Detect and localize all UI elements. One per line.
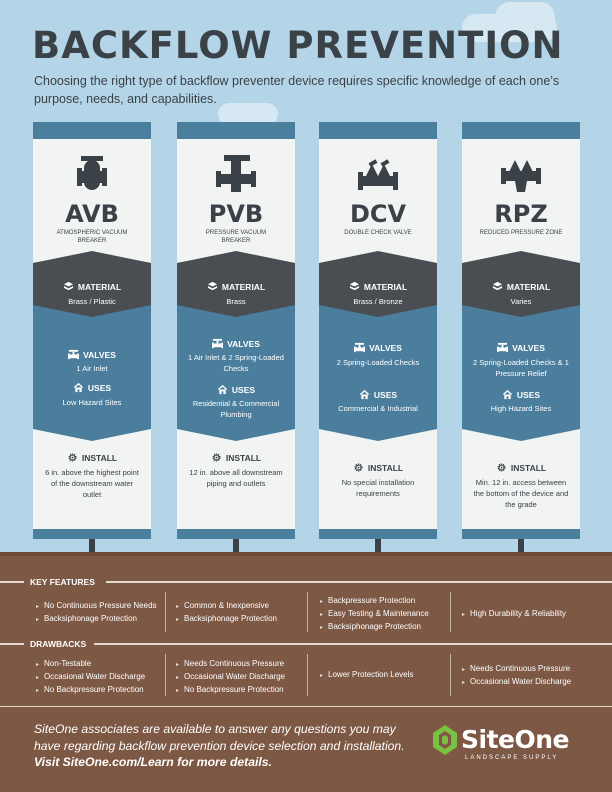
material-value: Brass / Bronze <box>353 297 403 306</box>
footer-message <box>34 721 422 771</box>
material-icon <box>207 281 218 292</box>
material-icon <box>63 281 74 292</box>
uses-heading <box>177 384 295 395</box>
gear-icon <box>211 452 222 463</box>
install-heading <box>462 462 580 473</box>
card-bottom-bar <box>319 529 437 539</box>
uses-label: USES <box>373 390 398 400</box>
valves-heading <box>462 342 580 353</box>
valves-heading <box>177 338 295 349</box>
home-icon <box>73 382 84 393</box>
material-heading <box>177 281 295 292</box>
install-heading <box>177 452 295 463</box>
valves-label: VALVES <box>512 343 545 353</box>
material-label: MATERIAL <box>221 282 266 292</box>
list-item: ▸ Easy Testing & Maintenance <box>320 608 429 621</box>
material-value: Brass / Plastic <box>68 297 116 306</box>
valve-icon <box>497 342 508 353</box>
material-icon <box>349 281 360 292</box>
card-top-bar <box>33 122 151 139</box>
list-item: ▸ No Backpressure Protection <box>36 684 145 697</box>
card-details-panel <box>33 305 151 448</box>
key-features-column <box>36 600 157 626</box>
card-top-bar <box>462 122 580 139</box>
uses-value: Commercial & Industrial <box>338 404 418 413</box>
column-divider <box>450 592 451 632</box>
key-features-heading: KEY FEATURES <box>30 577 95 587</box>
list-item: ▸ Backpressure Protection <box>320 595 429 608</box>
list-item: ▸ Non-Testable <box>36 658 145 671</box>
device-full-name: DOUBLE CHECK VALVE <box>344 230 412 236</box>
avb-device-icon <box>72 154 112 194</box>
list-item: ▸ Common & Inexpensive <box>176 600 277 613</box>
list-item: ▸ Backsiphonage Protection <box>36 613 157 626</box>
list-item: ▸ Occasional Water Discharge <box>36 671 145 684</box>
device-card-pvb <box>177 122 295 539</box>
section-divider <box>0 581 24 583</box>
key-features-column <box>462 608 566 621</box>
install-heading <box>319 462 437 473</box>
siteone-logo <box>433 725 583 769</box>
list-item: ▸ No Backpressure Protection <box>176 684 285 697</box>
card-details-panel <box>319 305 437 448</box>
list-item: ▸ Occasional Water Discharge <box>176 671 285 684</box>
column-divider <box>307 592 308 632</box>
page-subtitle: Choosing the right type of backflow preventer device requires specific knowledge of each one’s purpose, needs, and capabilities. <box>34 74 560 106</box>
valve-icon <box>354 342 365 353</box>
material-value: Brass <box>226 297 246 306</box>
valves-value: 2 Spring-Loaded Checks <box>336 358 420 367</box>
device-card-avb <box>33 122 151 539</box>
column-divider <box>450 654 451 696</box>
material-icon <box>492 281 503 292</box>
material-heading <box>319 281 437 292</box>
valve-icon <box>212 338 223 349</box>
list-item: ▸ Backsiphonage Protection <box>320 621 429 634</box>
section-divider <box>0 643 24 645</box>
home-icon <box>359 389 370 400</box>
uses-heading <box>33 382 151 393</box>
pvb-device-icon <box>216 154 256 194</box>
install-value: 12 in. above all downstream piping and outlets <box>189 468 283 488</box>
list-item: ▸ Needs Continuous Pressure <box>462 663 571 676</box>
install-value: Min. 12 in. access between the bottom of the device and the grade <box>473 478 569 509</box>
column-divider <box>165 592 166 632</box>
valve-icon <box>68 349 79 360</box>
install-heading <box>33 452 151 463</box>
uses-label: USES <box>87 383 112 393</box>
material-value: Varies <box>510 297 532 306</box>
column-divider <box>307 654 308 696</box>
uses-value: High Hazard Sites <box>490 404 552 413</box>
brand-name: SiteOne <box>461 725 569 754</box>
valves-label: VALVES <box>83 350 116 360</box>
device-abbreviation: DCV <box>349 200 407 228</box>
valves-label: VALVES <box>369 343 402 353</box>
list-item: ▸ Occasional Water Discharge <box>462 676 571 689</box>
device-full-name: REDUCED PRESSURE ZONE <box>479 230 563 236</box>
uses-heading <box>319 389 437 400</box>
material-heading <box>33 281 151 292</box>
page-title: BACKFLOW PREVENTION <box>32 24 564 67</box>
drawbacks-column <box>462 663 571 689</box>
card-top-bar <box>319 122 437 139</box>
footer-divider <box>0 706 612 707</box>
dcv-device-icon <box>358 154 398 194</box>
card-bottom-bar <box>462 529 580 539</box>
install-value: 6 in. above the highest point of the downstream water outlet <box>45 468 139 499</box>
device-abbreviation: RPZ <box>494 200 548 228</box>
column-divider <box>165 654 166 696</box>
list-item: ▸ Lower Protection Levels <box>320 669 413 682</box>
footer-line-1: SiteOne associates are available to answer any questions you may have regarding backflow prevention device selection and installation. <box>34 722 405 753</box>
material-heading <box>462 281 580 292</box>
uses-heading <box>462 389 580 400</box>
material-label: MATERIAL <box>77 282 122 292</box>
uses-label: USES <box>231 385 256 395</box>
card-bottom-bar <box>177 529 295 539</box>
drawbacks-column <box>176 658 285 697</box>
list-item: ▸ No Continuous Pressure Needs <box>36 600 157 613</box>
brand-tagline: LANDSCAPE SUPPLY <box>465 755 559 761</box>
section-divider <box>94 643 612 645</box>
key-features-column <box>320 595 429 634</box>
card-details-panel <box>177 305 295 448</box>
uses-value: Low Hazard Sites <box>62 398 122 407</box>
valves-heading <box>33 349 151 360</box>
uses-value: Residential & Commercial Plumbing <box>192 399 280 419</box>
device-full-name: PRESSURE VACUUM BREAKER <box>205 230 267 244</box>
device-card-dcv <box>319 122 437 539</box>
install-label: INSTALL <box>81 453 118 463</box>
drawbacks-column <box>320 669 413 682</box>
home-icon <box>502 389 513 400</box>
valves-value: 1 Air Inlet <box>76 364 108 373</box>
valves-value: 2 Spring-Loaded Checks & 1 Pressure Relief <box>473 358 569 378</box>
card-bottom-bar <box>33 529 151 539</box>
device-card-rpz <box>462 122 580 539</box>
home-icon <box>217 384 228 395</box>
footer-link-text[interactable]: Visit SiteOne.com/Learn for more details. <box>34 755 272 769</box>
gear-icon <box>67 452 78 463</box>
uses-label: USES <box>516 390 541 400</box>
device-full-name: ATMOSPHERIC VACUUM BREAKER <box>56 230 128 244</box>
valves-value: 1 Air Inlet & 2 Spring-Loaded Checks <box>188 353 284 373</box>
list-item: ▸ High Durability & Reliability <box>462 608 566 621</box>
install-label: INSTALL <box>367 463 404 473</box>
leaf-logo-icon <box>433 725 457 761</box>
install-label: INSTALL <box>225 453 262 463</box>
material-label: MATERIAL <box>506 282 551 292</box>
key-features-column <box>176 600 277 626</box>
section-divider <box>106 581 612 583</box>
gear-icon <box>496 462 507 473</box>
valves-heading <box>319 342 437 353</box>
install-label: INSTALL <box>510 463 547 473</box>
rpz-device-icon <box>501 154 541 194</box>
card-top-bar <box>177 122 295 139</box>
valves-label: VALVES <box>227 339 260 349</box>
list-item: ▸ Backsiphonage Protection <box>176 613 277 626</box>
drawbacks-heading: DRAWBACKS <box>30 639 87 649</box>
list-item: ▸ Needs Continuous Pressure <box>176 658 285 671</box>
device-abbreviation: AVB <box>65 200 119 228</box>
gear-icon <box>353 462 364 473</box>
device-abbreviation: PVB <box>208 200 264 228</box>
drawbacks-column <box>36 658 145 697</box>
install-value: No special installation requirements <box>341 478 415 498</box>
material-label: MATERIAL <box>363 282 408 292</box>
